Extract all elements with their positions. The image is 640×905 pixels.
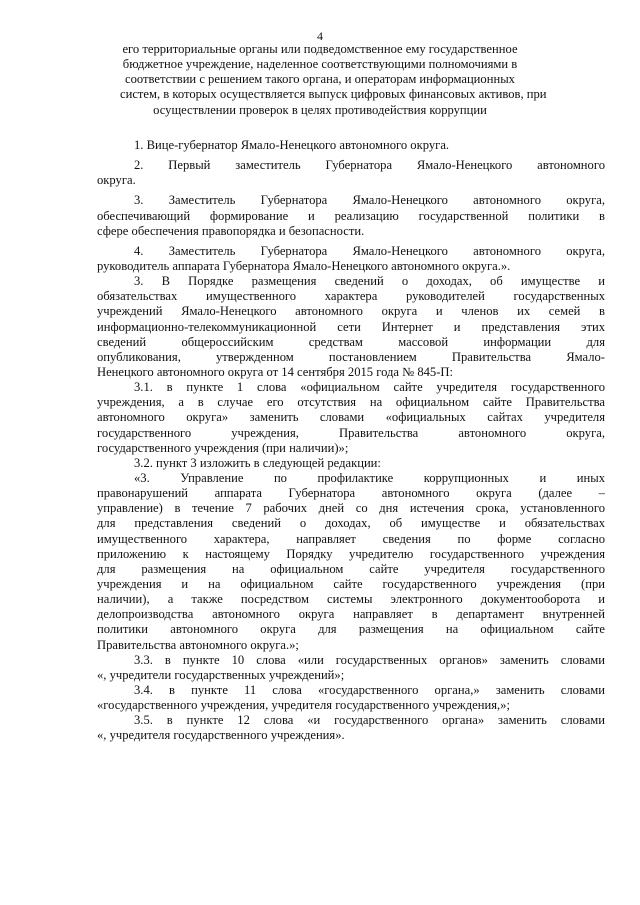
heading-line: систем, в которых осуществляется выпуск цифровых финансовых активов, при xyxy=(120,87,547,102)
text-line: «государственного учреждения, учредителя государственного учреждения,»; xyxy=(97,698,510,713)
text-line: «, учредители государственных учреждений»; xyxy=(97,667,345,682)
text-line: 3. В Порядке размещения сведений о доходах, об имуществе и xyxy=(134,274,605,289)
text-line: политики автономного округа для размещения на официальном сайте xyxy=(97,622,605,637)
list-item-1 xyxy=(97,138,605,153)
text-line: 3.3. в пункте 10 слова «или государственных органов» заменить словами xyxy=(134,652,605,667)
heading-line: осуществлении проверок в целях противодействия коррупции xyxy=(153,102,487,117)
heading-line: соответствии с решением такого органа, и операторам информационных xyxy=(125,72,515,87)
text-line: государственного учреждения (при наличии)»; xyxy=(97,440,349,455)
text-line: наличии), а также посредством системы электронного документооборота и xyxy=(97,592,605,607)
text-line: имущественного характера, направляет сведения по форме согласно xyxy=(97,531,605,546)
text-line: 3.4. в пункте 11 слова «государственного органа,» заменить словами xyxy=(134,682,605,697)
text-line: информационно-телекоммуникационной сети Интернет и представления этих xyxy=(97,319,605,334)
text-line: правонарушений аппарата Губернатора автономного округа (далее – xyxy=(97,486,605,501)
text-line: приложению к настоящему Порядку учредителю государственного учреждения xyxy=(97,546,605,561)
text-line: округа. xyxy=(97,173,136,188)
document-body xyxy=(97,138,605,748)
text-line: Правительства автономного округа.»; xyxy=(97,637,299,652)
text-line: 3.5. в пункте 12 слова «и государственного органа» заменить словами xyxy=(134,713,605,728)
text-line: сведений общероссийским средствам массовой информации для xyxy=(97,334,605,349)
list-item-3 xyxy=(97,193,605,238)
text-line: 2. Первый заместитель Губернатора Ямало-Ненецкого автономного xyxy=(134,158,605,173)
list-item-4-and-amendments xyxy=(97,244,605,744)
text-line: учреждений Ямало-Ненецкого автономного округа и членов их семей в xyxy=(97,304,605,319)
text-line: делопроизводства автономного округа направляет в департамент внутренней xyxy=(97,607,605,622)
text-line: 3.2. пункт 3 изложить в следующей редакции: xyxy=(134,455,381,470)
heading-line: его территориальные органы или подведомственное ему государственное xyxy=(122,42,518,56)
text-line: Ненецкого автономного округа от 14 сентября 2015 года № 845-П: xyxy=(97,364,454,379)
list-item-2 xyxy=(97,158,605,188)
text-line: 3. Заместитель Губернатора Ямало-Ненецкого автономного округа, xyxy=(134,193,605,208)
text-line: учреждения и на официальном сайте государственного учреждения (при xyxy=(97,576,605,591)
text-line: «3. Управление по профилактике коррупционных и иных xyxy=(134,470,605,485)
page-number: 4 xyxy=(317,29,323,43)
text-line: государственного учреждения, Правительства автономного округа, xyxy=(97,425,605,440)
text-line: опубликования, утвержденном постановлением Правительства Ямало- xyxy=(97,349,605,364)
text-line: для представления сведений о доходах, об имуществе и обязательствах xyxy=(97,516,605,531)
text-line: «, учредителя государственного учреждения». xyxy=(97,728,345,743)
text-line: 3.1. в пункте 1 слова «официальном сайте учредителя государственного xyxy=(134,380,605,395)
text-line: сфере обеспечения правопорядка и безопасности. xyxy=(97,223,365,238)
text-line: обязательствах имущественного характера руководителей государственных xyxy=(97,289,605,304)
list-heading xyxy=(120,42,547,118)
text-line: управление) в течение 7 рабочих дней со дня истечения срока, установленного xyxy=(97,501,605,516)
text-line: 4. Заместитель Губернатора Ямало-Ненецкого автономного округа, xyxy=(134,243,605,258)
heading-line: бюджетное учреждение, наделенное соответствующими полномочиями в xyxy=(122,57,518,72)
text-line: автономного округа» заменить словами «официальных сайтах учредителя xyxy=(97,410,605,425)
text-line: для размещения на официальном сайте учредителя государственного xyxy=(97,561,605,576)
text-line: руководитель аппарата Губернатора Ямало-Ненецкого автономного округа.». xyxy=(97,258,511,273)
text-line: учреждения, а в случае его отсутствия на официальном сайте Правительства xyxy=(97,395,605,410)
text-line: 1. Вице-губернатор Ямало-Ненецкого автономного округа. xyxy=(134,138,450,152)
text-line: обеспечивающий формирование и реализацию государственной политики в xyxy=(97,208,605,223)
